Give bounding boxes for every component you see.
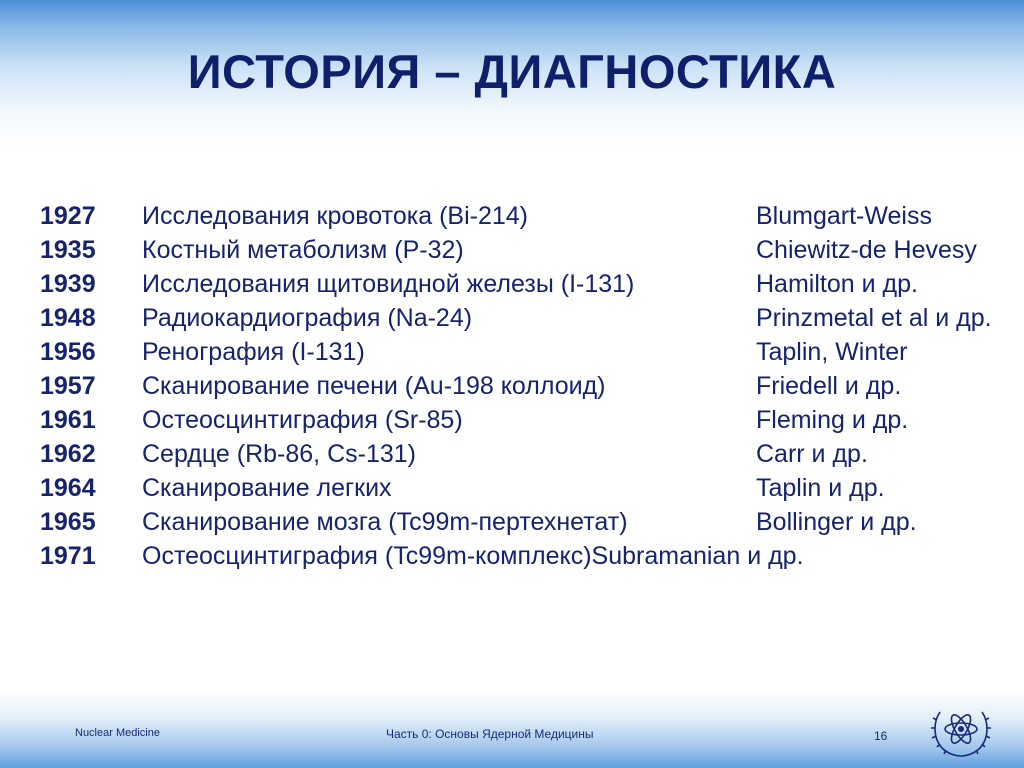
row-year: 1957: [40, 372, 96, 400]
footer-course-name: Nuclear Medicine: [75, 727, 160, 739]
row-year: 1939: [40, 270, 96, 298]
row-description: Исследования кровотока (Bi-214): [142, 202, 528, 230]
row-description: Сканирование мозга (Tc99m-пертехнетат): [142, 508, 628, 536]
row-author: Taplin, Winter: [756, 338, 908, 366]
row-description: Остеосцинтиграфия (Sr-85): [142, 406, 463, 434]
row-year: 1961: [40, 406, 96, 434]
row-year: 1956: [40, 338, 96, 366]
timeline-row: [40, 404, 1024, 438]
slide-title: ИСТОРИЯ – ДИАГНОСТИКА: [187, 45, 837, 98]
page-number: 16: [874, 729, 888, 743]
row-year: 1965: [40, 508, 96, 536]
row-year: 1971: [40, 542, 96, 570]
iaea-atom-laurel-icon: [930, 700, 992, 760]
row-author: Chiewitz-de Hevesy: [756, 236, 977, 264]
row-description: Исследования щитовидной железы (I-131): [142, 270, 635, 298]
timeline-row: [40, 234, 1024, 268]
row-description: Радиокардиография (Na-24): [142, 304, 473, 332]
row-author: Fleming и др.: [756, 406, 909, 434]
footer-section-title: Часть 0: Основы Ядерной Медицины: [386, 727, 594, 741]
row-author: Prinzmetal et al и др.: [756, 304, 992, 332]
row-description: Ренография (I-131): [142, 338, 365, 366]
timeline-row: [40, 540, 1024, 574]
timeline-list: [40, 200, 1024, 574]
row-description: Сердце (Rb-86, Cs-131): [142, 440, 416, 468]
row-year: 1964: [40, 474, 96, 502]
timeline-row: [40, 302, 1024, 336]
row-description: Сканирование легких: [142, 474, 392, 502]
row-year: 1927: [40, 202, 96, 230]
row-author: Blumgart-Weiss: [756, 202, 932, 230]
timeline-row: [40, 370, 1024, 404]
timeline-row: [40, 506, 1024, 540]
row-year: 1948: [40, 304, 96, 332]
timeline-row: [40, 472, 1024, 506]
row-description: Костный метаболизм (P-32): [142, 236, 464, 264]
row-author: Taplin и др.: [756, 474, 885, 502]
timeline-row: [40, 438, 1024, 472]
row-author: Carr и др.: [756, 440, 868, 468]
row-author: Bollinger и др.: [756, 508, 917, 536]
row-author: Friedell и др.: [756, 372, 902, 400]
row-description: Сканирование печени (Au-198 коллоид): [142, 372, 606, 400]
row-description: Остеосцинтиграфия (Tc99m-комплекс)Subramanian и др.: [142, 542, 804, 570]
row-author: Hamilton и др.: [756, 270, 918, 298]
timeline-row: [40, 200, 1024, 234]
timeline-row: [40, 336, 1024, 370]
timeline-row: [40, 268, 1024, 302]
row-year: 1935: [40, 236, 96, 264]
row-year: 1962: [40, 440, 96, 468]
